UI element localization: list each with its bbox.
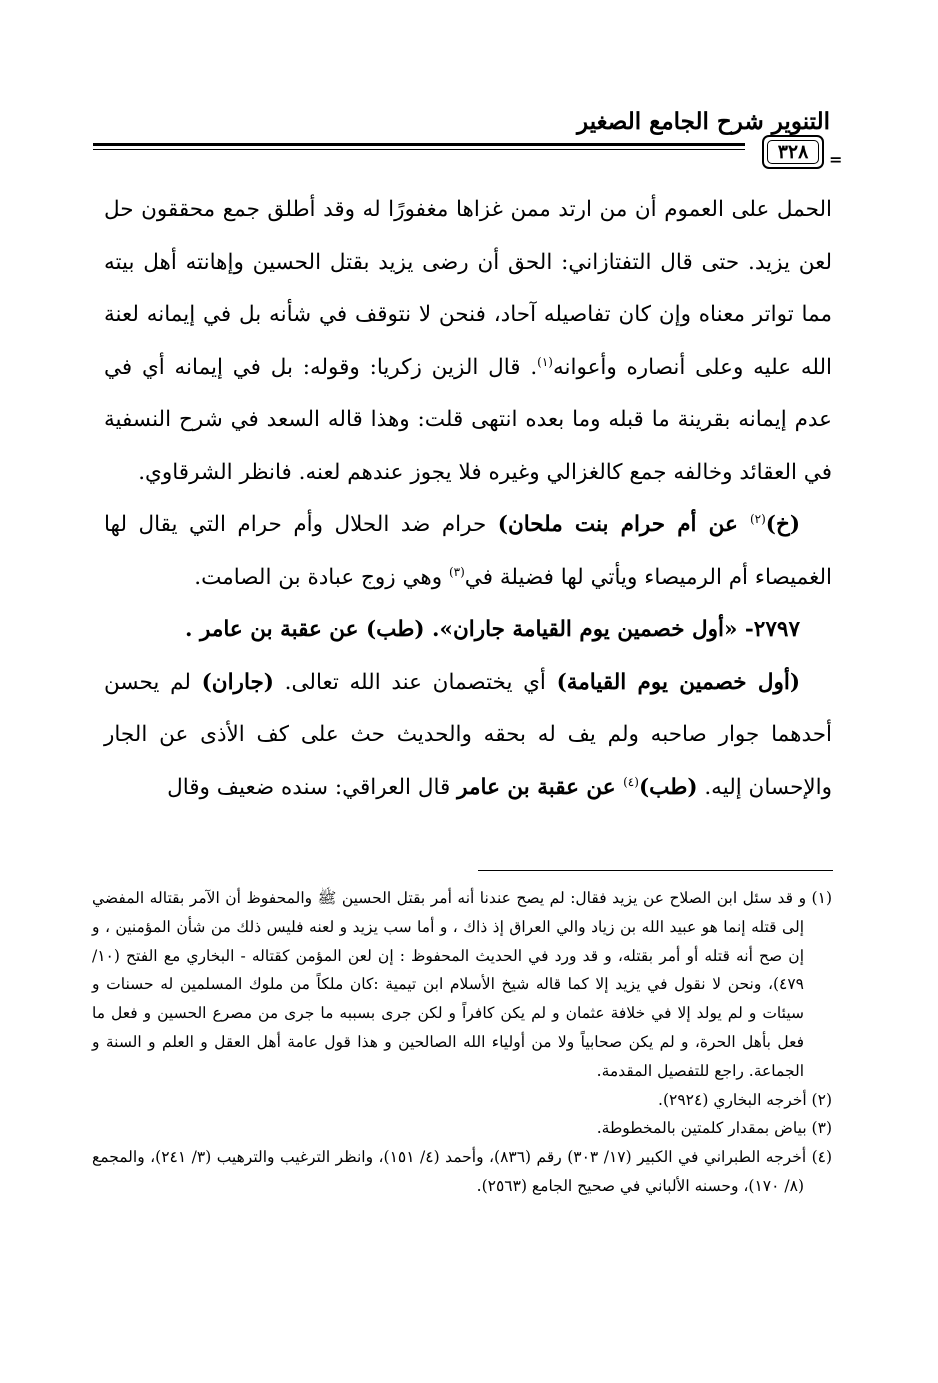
- hadith-text: ٢٧٩٧- «أول خصمين يوم القيامة جاران». (طب) عن عقبة بن عامر .: [185, 617, 800, 642]
- main-text: [104, 184, 832, 814]
- paragraph-4: (أول خصمين يوم القيامة) أي يختصمان عند الله تعالى. (جاران) لم يحسن أحدهما جوار صاحبه ولم يف له بحقه والحديث حث على كف الأذى عن الجار والإحسان إليه. (طب)$^{(٤)}$ عن عقبة بن عامر قال العراقي: سنده ضعيف وقال: [104, 669, 832, 800]
- header-rule-thick: [93, 143, 745, 146]
- paragraph-2: (خ)$^{(٢)}$ عن أم حرام بنت ملحان) حرام ضد الحلال وأم حرام التي يقال لها الغميصاء أم الرميصاء ويأتي لها فضيلة في$^{(٣)}$ وهي زوج عبادة بن الصامت.: [104, 511, 832, 590]
- footnotes: [92, 884, 832, 1201]
- footnote-ref-4: (٤): [623, 774, 639, 789]
- running-title: التنوير شرح الجامع الصغير: [577, 108, 830, 135]
- header-rule-thin: [93, 149, 745, 150]
- footnote-ref-3: (٣): [448, 564, 465, 579]
- footnote-ref-2: (٢): [749, 511, 766, 526]
- footnote-1: (١) و قد سئل ابن الصلاح عن يزيد فقال: لم يصح عندنا أنه أمر بقتل الحسين ﷺ والمحفوظ أن الآمر بقتاله المفضي إلى قتله إنما هو عبيد الله بن زياد والي العراق إذ ذاك ، و أما سب يزيد و لعنه فليس ذلك من شأن المؤمنين ، و إن صح أنه قتله أو أمر بقتله، و قد ورد في الحديث المحفوظ : إن لعن المؤمن كقتاله - البخاري مع الفتح (١٠/ ٤٧٩)، ونحن لا نقول في يزيد إلا كما قاله شيخ الأسلام ابن تيمية :كان ملكاً من ملوك المسلمين له حسنات و سيئات و لم يولد إلا في خلافة عثمان و لم يكن كافراً و لكن جرى بسببه ما جرى من مصرع الحسين و فعل ما فعل بأهل الحرة، و لم يكن صحابياً ولا من أولياء الله الصالحين و هذا قول عامة أهل العقل و العلم و السنة و الجماعة. راجع للتفصيل المقدمة.: [92, 889, 832, 1080]
- footnote-separator: [478, 870, 833, 871]
- header-tick: =: [829, 150, 843, 169]
- page-number: ٣٢٨: [762, 135, 824, 169]
- footnote-4: (٤) أخرجه الطبراني في الكبير (١٧/ ٣٠٣) رقم (٨٣٦)، وأحمد (٤/ ١٥١)، وانظر الترغيب والترهيب (٣/ ٢٤١)، والمجمع (٨/ ١٧٠)، وحسنه الألباني في صحيح الجامع (٢٥٦٣).: [92, 1148, 833, 1195]
- footnote-ref-1: (١): [537, 354, 553, 369]
- paragraph-1: الحمل على العموم أن من ارتد ممن غزاها مغفورًا له وقد أطلق جمع محققون حل لعن يزيد. حتى قال التفتازاني: الحق أن رضى يزيد بقتل الحسين وإهانته أهل بيته مما تواتر معناه وإن كان تفاصيله آحاد، فنحن لا نتوقف في شأنه بل في إيمانه لعنة الله عليه وعلى أنصاره وأعوانه$^{(١)}$. قال الزين زكريا: وقوله: بل في إيمانه أي في عدم إيمانه بقرينة ما قبله وما بعده انتهى قلت: وهذا قاله السعد في شرح النسفية في العقائد وخالفه جمع كالغزالي وغيره فلا يجوز عندهم لعنه. فانظر الشرقاوي.: [104, 197, 832, 485]
- footnote-3: (٣) بياض بمقدار كلمتين بالمخطوطة.: [596, 1119, 832, 1138]
- footnote-2: (٢) أخرجه البخاري (٢٩٢٤).: [658, 1090, 832, 1109]
